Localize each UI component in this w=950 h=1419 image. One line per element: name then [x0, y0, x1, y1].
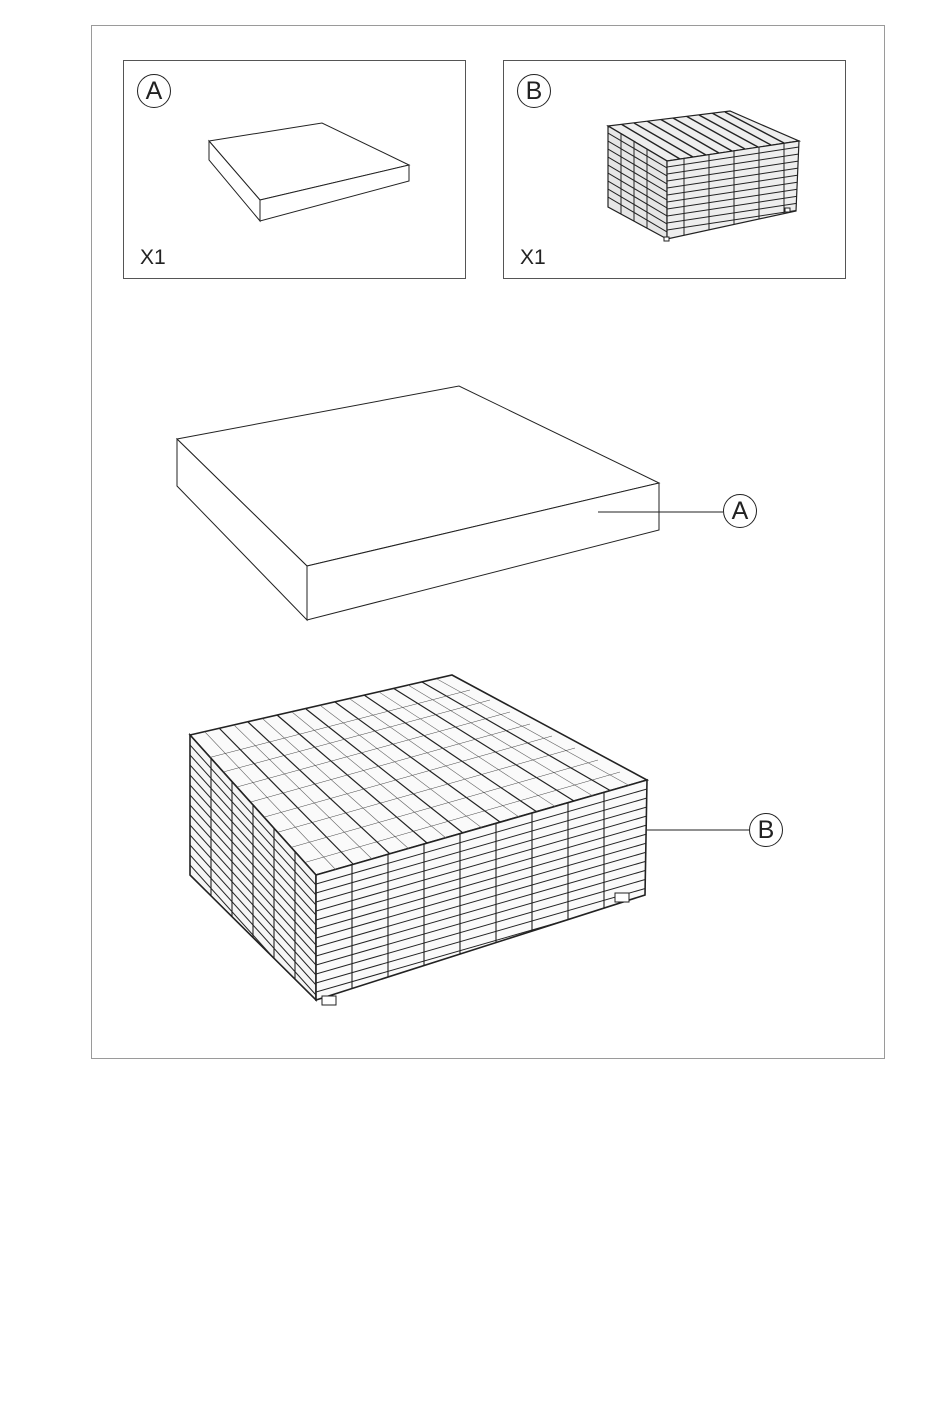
part-letter-badge: B [517, 74, 551, 108]
part-quantity: X1 [520, 246, 546, 269]
part-letter-badge: A [137, 74, 171, 108]
callout-label-b: B [749, 813, 783, 847]
part-quantity: X1 [140, 246, 166, 269]
callout-label-a: A [723, 494, 757, 528]
